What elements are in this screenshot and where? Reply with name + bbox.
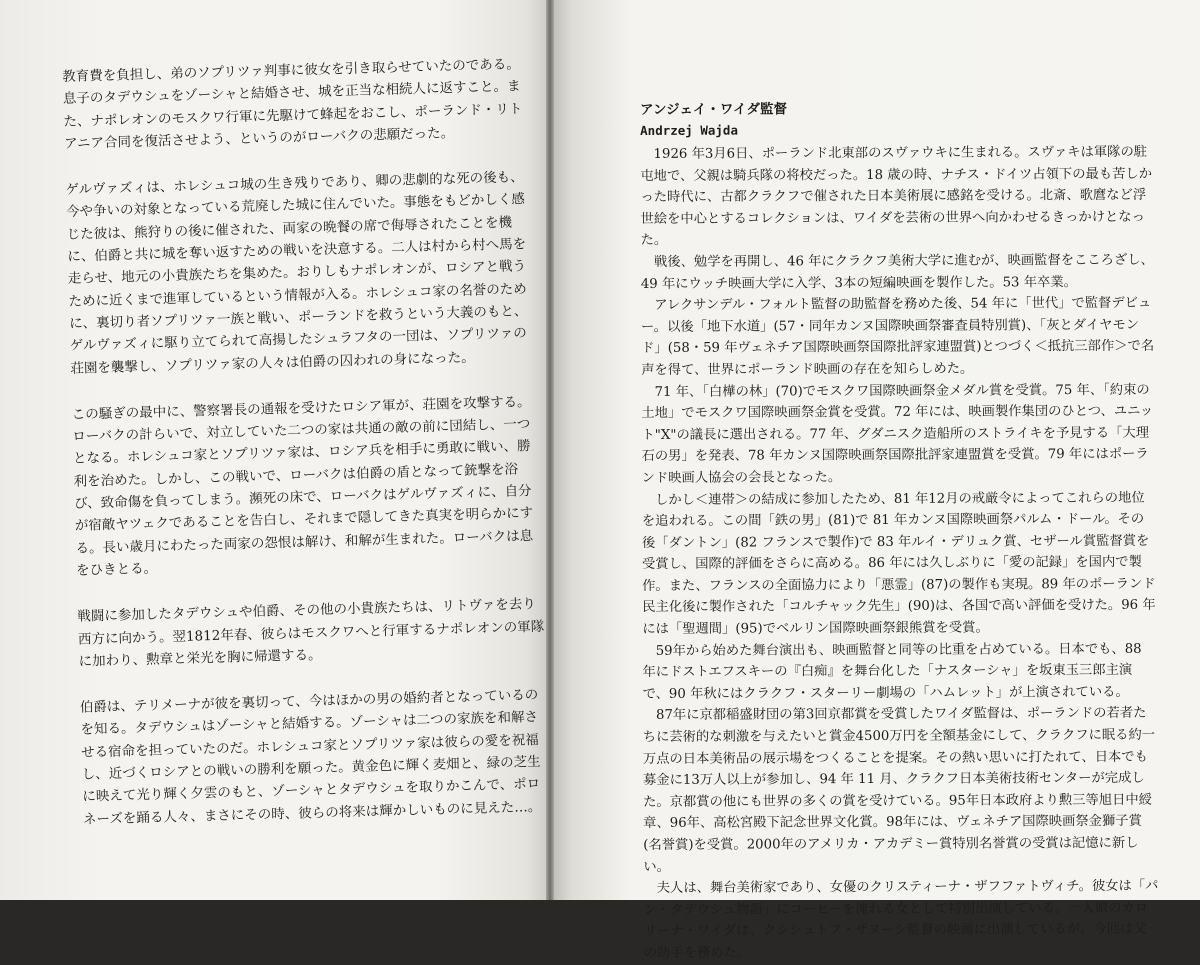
right-paragraph-5: しかし＜連帯＞の結成に参加したため、81 年12月の戒厳令によってこれらの地位を追われる。この間「鉄の男」(81)で 81 年カンヌ国際映画祭パルム・ドール。その後「ダントン」(82 フランスで製作)で 83 年ルイ・デリュク賞、セザール賞監督賞を受賞し、国際的評価をさらに高める。86 年には久しぶりに「愛の記録」を国内で製作。また、フランスの全面協力により「悪霊」(87)の製作も実現。89 年のポーランド民主化後に製作された「コルチャック先生」(90)は、各国で高い評価を受けた。96 年には「聖週間」(95)でベルリン国際映画祭銀熊賞を受賞。 xyxy=(641,490,1156,638)
left-paragraph-4: 戦闘に参加したタデウシュや伯爵、その他の小貴族たちは、リトヴァを去り西方に向かう。翌1812年春、彼らはモスクワへと行軍するナポレオンの軍隊に加わり、勲章と栄光を胸に帰還する。 xyxy=(77,596,545,670)
right-paragraph-3: アレクサンデル・フォルト監督の助監督を務めた後、54 年に「世代」で監督デビュー。以後「地下水道」(57・同年カンヌ国際映画祭審査員特別賞)、「灰とダイヤモンド」(58・59 年ヴェネチア国際映画祭国際批評家連盟賞)とつづく＜抵抗三部作＞で名声を得て、世界にポーランド映画の存在を知らしめた。 xyxy=(640,295,1155,378)
right-paragraph-8: 夫人は、舞台美術家であり、女優のクリスティーナ・ザフファトヴィチ。彼女は「パン・タデウシュ物語」にコーヒーを淹れる女として特別出演している。一人娘のカロリーナ・ワイダは、クシシュトフ・ザヌーシ監督の映画に出演しているが、今回は父の助手を務めた。 xyxy=(643,878,1159,961)
right-paragraph-2: 戦後、勉学を再開し、46 年にクラクフ美術大学に進むが、映画監督をこころざし、49 年にウッチ映画大学に入学、3本の短編映画を製作した。53 年卒業。 xyxy=(640,252,1154,292)
director-heading: アンジェイ・ワイダ監督 xyxy=(640,101,788,118)
left-page xyxy=(0,0,548,900)
right-page-text-column xyxy=(640,98,1159,965)
right-paragraph-7: 87年に京都稲盛財団の第3回京都賞を受賞したワイダ監督は、ポーランドの若者たちに芸術的な刺激を与えたいと賞金4500万円を全額基金にして、クラクフに眠る約一万点の日本美術品の展示場をつくることを提案。その熱い思いに打たれて、日本でも募金に13万人以上が参加し、94 年 11 月、クラクフ日本美術技術センターが完成した。京都賞の他にも世界の多くの賞を受けている。95年日本政府より勲三等旭日中綬章、96年、高松宮殿下記念世界文化賞。98年には、ヴェネチア国際映画祭金獅子賞(名誉賞)を受賞。2000年のアメリカ・アカデミー賞特別名誉賞の受賞は記憶に新しい。 xyxy=(642,706,1156,875)
right-paragraph-6: 59年から始めた舞台演出も、映画監督と同等の比重を占めている。日本でも、88 年にドストエフスキーの『白痴』を舞台化した「ナスターシャ」を坂東玉三郎主演で、90 年秋にはクラクフ・スターリー劇場の「ハムレット」が上演されている。 xyxy=(642,641,1142,702)
left-page-text-column xyxy=(62,53,552,855)
right-paragraph-4: 71 年、「白樺の林」(70)でモスクワ国際映画祭金メダル賞を受賞。75 年、「約束の土地」でモスクワ国際映画祭金賞を受賞。72 年には、映画製作集団のひとつ、ユニット"X"の議長に選出される。77 年、グダニスク造船所のストライキを予見する「大理石の男」を発表、78 年カンヌ国際映画祭国際批評家連盟賞を受賞。79 年にはポーランド映画人協会の会長となった。 xyxy=(641,382,1154,486)
left-paragraph-2: ゲルヴァズィは、ホレシュコ城の生き残りであり、卿の悲劇的な死の後も、今や争いの対象となっている荒廃した城に住んでいた。事態をもどかしく感じた彼は、熊狩りの後に催された、両家の晩餐の席で侮辱されたことを機に、伯爵と共に城を奪い返すための戦いを決意する。二人は村から村へ馬を走らせ、地元の小貴族たちを集めた。おりしもナポレオンが、ロシアと戦うために近くまで進軍しているという情報が入る。ホレシュコ家の名誉のために、裏切り者ソプリツァ一族と戦い、ポーランドを救うという大義のもと、ゲルヴァズィに駆り立てられて高揚したシュラフタの一団は、ソプリツァの荘園を襲撃し、ソプリツァ家の人々は伯爵の囚われの身になった。 xyxy=(65,169,528,377)
right-paragraph-1: 1926 年3月6日、ポーランド北東部のスヴァウキに生まれる。スヴァキは軍隊の駐屯地で、父親は騎兵隊の将校だった。18 歳の時、ナチス・ドイツ占領下の最も苦しかった時代に、古都クラクフで催された日本美術展に感銘を受ける。北斎、歌麿など浮世絵を中心とするコレクションは、ワイダを芸術の世界へ向かわせるきっかけとなった。 xyxy=(640,144,1153,249)
director-name-latin: Andrzej Wajda xyxy=(640,122,739,138)
left-paragraph-3: この騒ぎの最中に、警察署長の通報を受けたロシア軍が、荘園を攻撃する。ローバクの計らいで、対立していた二つの家は共通の敵の前に団結し、一つとなる。ホレシュコ家とソプリツァ家は、ロシア兵を相手に勇敢に戦い、勝利を治めた。しかし、この戦いで、ローバクは伯爵の盾となって銃撃を浴び、致命傷を負ってしまう。瀕死の床で、ローバクはゲルヴァズィに、自分が宿敵ヤツェクであることを告白し、それまで隠してきた真実を明らかにする。長い歳月にわたった両家の怨恨は解け、和解が生まれた。ローバクは息をひきとる。 xyxy=(71,393,534,579)
book-gutter xyxy=(546,0,554,900)
left-paragraph-1: 教育費を負担し、弟のソプリツァ判事に彼女を引き取らせていたのである。息子のタデウシュをゾーシャと結婚させ、城を正当な相続人に返すこと。また、ナポレオンのモスクワ行軍に先駆けて蜂起をおこし、ポーランド・リトアニア合同を復活させよう、というのがローバクの悲願だった。 xyxy=(62,56,523,152)
left-paragraph-5: 伯爵は、テリメーナが彼を裏切って、今はほかの男の婚約者となっているのを知る。タデウシュはゾーシャと結婚する。ゾーシャは二つの家族を和解させる宿命を担っていたのだ。ホレシュコ家とソプリツァ家は彼らの愛を祝福し、近づくロシアとの戦いの勝利を願った。黄金色に輝く麦畑と、緑の芝生に映えて光り輝く夕雲のもと、ゾーシャとタデウシュを取りかこんで、ポロネーズを踊る人々、まさにその時、彼らの将来は輝かしいものに見えた…。 xyxy=(79,687,542,828)
